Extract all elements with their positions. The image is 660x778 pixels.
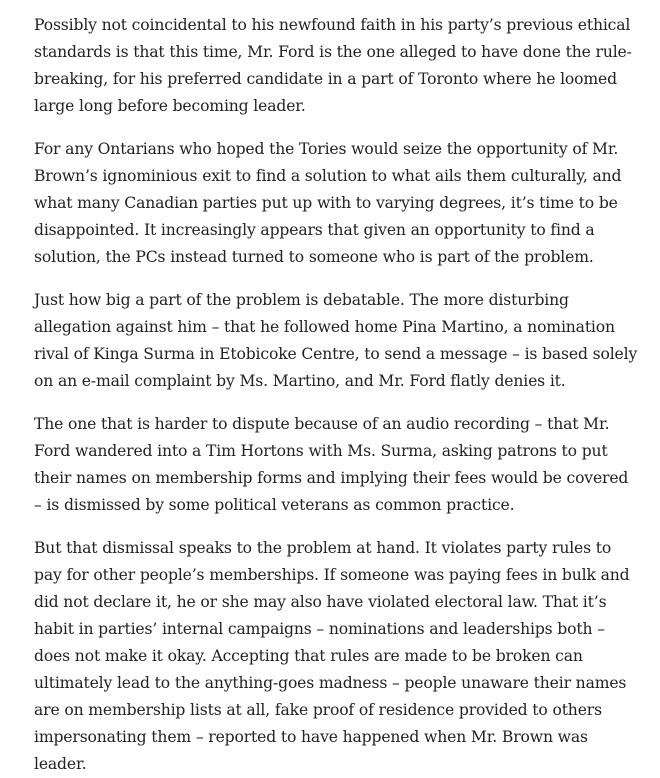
article-paragraph-2: For any Ontarians who hoped the Tories would seize the opportunity of Mr. Brown’s ignominious exit to find a solution to what ails them culturally, and what many Canadian parties put up with to varying degrees, it’s time to be disappointed. It increasingly appears that given an opportunity to find a solution, the PCs instead turned to someone who is part of the problem.	[34, 140, 622, 266]
article-paragraph-3: Just how big a part of the problem is debatable. The more disturbing allegation against him – that he followed home Pina Martino, a nomination rival of Kinga Surma in Etobicoke Centre, to send a message – is based solely on an e-mail complaint by Ms. Martino, and Mr. Ford flatly denies it.	[34, 291, 638, 390]
article-paragraph-1: Possibly not coincidental to his newfound faith in his party’s previous ethical standards is that this time, Mr. Ford is the one alleged to have done the rule-breaking, for his preferred candidate in a part of Toronto where he loomed large long before becoming leader.	[34, 16, 632, 115]
article-paragraph-5: But that dismissal speaks to the problem at hand. It violates party rules to pay for other people’s memberships. If someone was paying fees in bulk and did not declare it, he or she may also have violated electoral law. That it’s habit in parties’ internal campaigns – nominations and leaderships both – does not make it okay. Accepting that rules are made to be broken can ultimately lead to the anything-goes madness – people unaware their names are on membership lists at all, fake proof of residence provided to others impersonating them – reported to have happened when Mr. Brown was leader.	[34, 539, 630, 773]
article-paragraph-4: The one that is harder to dispute because of an audio recording – that Mr. Ford wandered into a Tim Hortons with Ms. Surma, asking patrons to put their names on membership forms and implying their fees would be covered – is dismissed by some political veterans as common practice.	[34, 415, 629, 514]
